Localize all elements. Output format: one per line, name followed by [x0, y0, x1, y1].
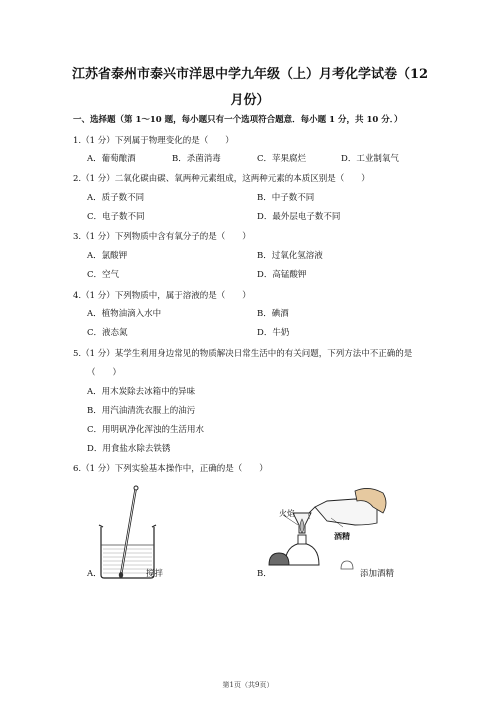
page-footer: 第1页（共9页） [222, 681, 274, 689]
question-5-option-d: D．用食盐水除去铁锈 [87, 444, 171, 454]
beaker-stirring-illustration [95, 485, 165, 580]
question-5-option-c: C．用明矾净化浑浊的生活用水 [87, 425, 205, 435]
question-3-option-d: D．高锰酸钾 [257, 270, 307, 280]
question-3-stem: 3.（1 分）下列物质中含有氧分子的是（ ） [73, 232, 251, 242]
question-2-option-c: C．电子数不同 [87, 212, 145, 222]
question-4-option-c: C．液态氮 [87, 328, 128, 338]
label-alcohol: 酒精 [334, 531, 350, 541]
question-4-stem: 4.（1 分）下列物质中，属于溶液的是（ ） [73, 291, 251, 301]
question-4-option-d: D．牛奶 [257, 328, 290, 338]
question-5-stem-continued: （ ） [87, 368, 122, 378]
label-flame: 火焰 [279, 509, 295, 518]
question-4-option-a: A．植物油滴入水中 [87, 309, 162, 319]
question-3-option-a: A．氯酸钾 [87, 251, 128, 261]
question-6-option-a-caption: 搅拌 [146, 569, 164, 579]
question-1-stem: 1.（1 分）下列属于物理变化的是（ ） [73, 136, 234, 146]
alcohol-lamp-illustration [265, 485, 395, 580]
question-1-option-a: A．葡萄酿酒 [87, 154, 136, 164]
question-2-option-b: B．中子数不同 [257, 193, 315, 203]
question-6-option-b-letter: B． [257, 569, 272, 579]
question-3-option-b: B．过氧化氢溶液 [257, 251, 323, 261]
question-1-option-b: B．杀菌消毒 [172, 154, 221, 164]
question-6-stem: 6.（1 分）下列实验基本操作中，正确的是（ ） [73, 464, 268, 474]
question-5-stem: 5.（1 分）某学生利用身边常见的物质解决日常生活中的有关问题，下列方法中不正确的是 [73, 349, 413, 359]
question-5-option-b: B．用汽油清洗衣服上的油污 [87, 406, 196, 416]
question-1-option-c: C．苹果腐烂 [257, 154, 307, 164]
question-2-stem: 2.（1 分）二氧化碳由碳、氧两种元素组成，这两种元素的本质区别是（ ） [73, 174, 370, 184]
question-1-option-d: D．工业制氧气 [341, 154, 399, 164]
exam-title-line1: 江苏省泰州市泰兴市洋思中学九年级（上）月考化学试卷（12 [71, 67, 429, 82]
question-2-option-a: A．质子数不同 [87, 193, 145, 203]
question-6-option-a-letter: A． [87, 569, 102, 579]
question-4-option-b: B．碘酒 [257, 309, 289, 319]
question-2-option-d: D．最外层电子数不同 [257, 212, 341, 222]
question-3-option-c: C．空气 [87, 270, 120, 280]
exam-title-line2: 月份） [230, 93, 270, 108]
question-6-option-b-caption: 添加酒精 [360, 569, 395, 579]
question-5-option-a: A．用木炭除去冰箱中的异味 [87, 387, 196, 397]
section-heading: 一、选择题（第 1～10 题，每小题只有一个选项符合题意．每小题 1 分，共 10 分．） [73, 115, 403, 125]
